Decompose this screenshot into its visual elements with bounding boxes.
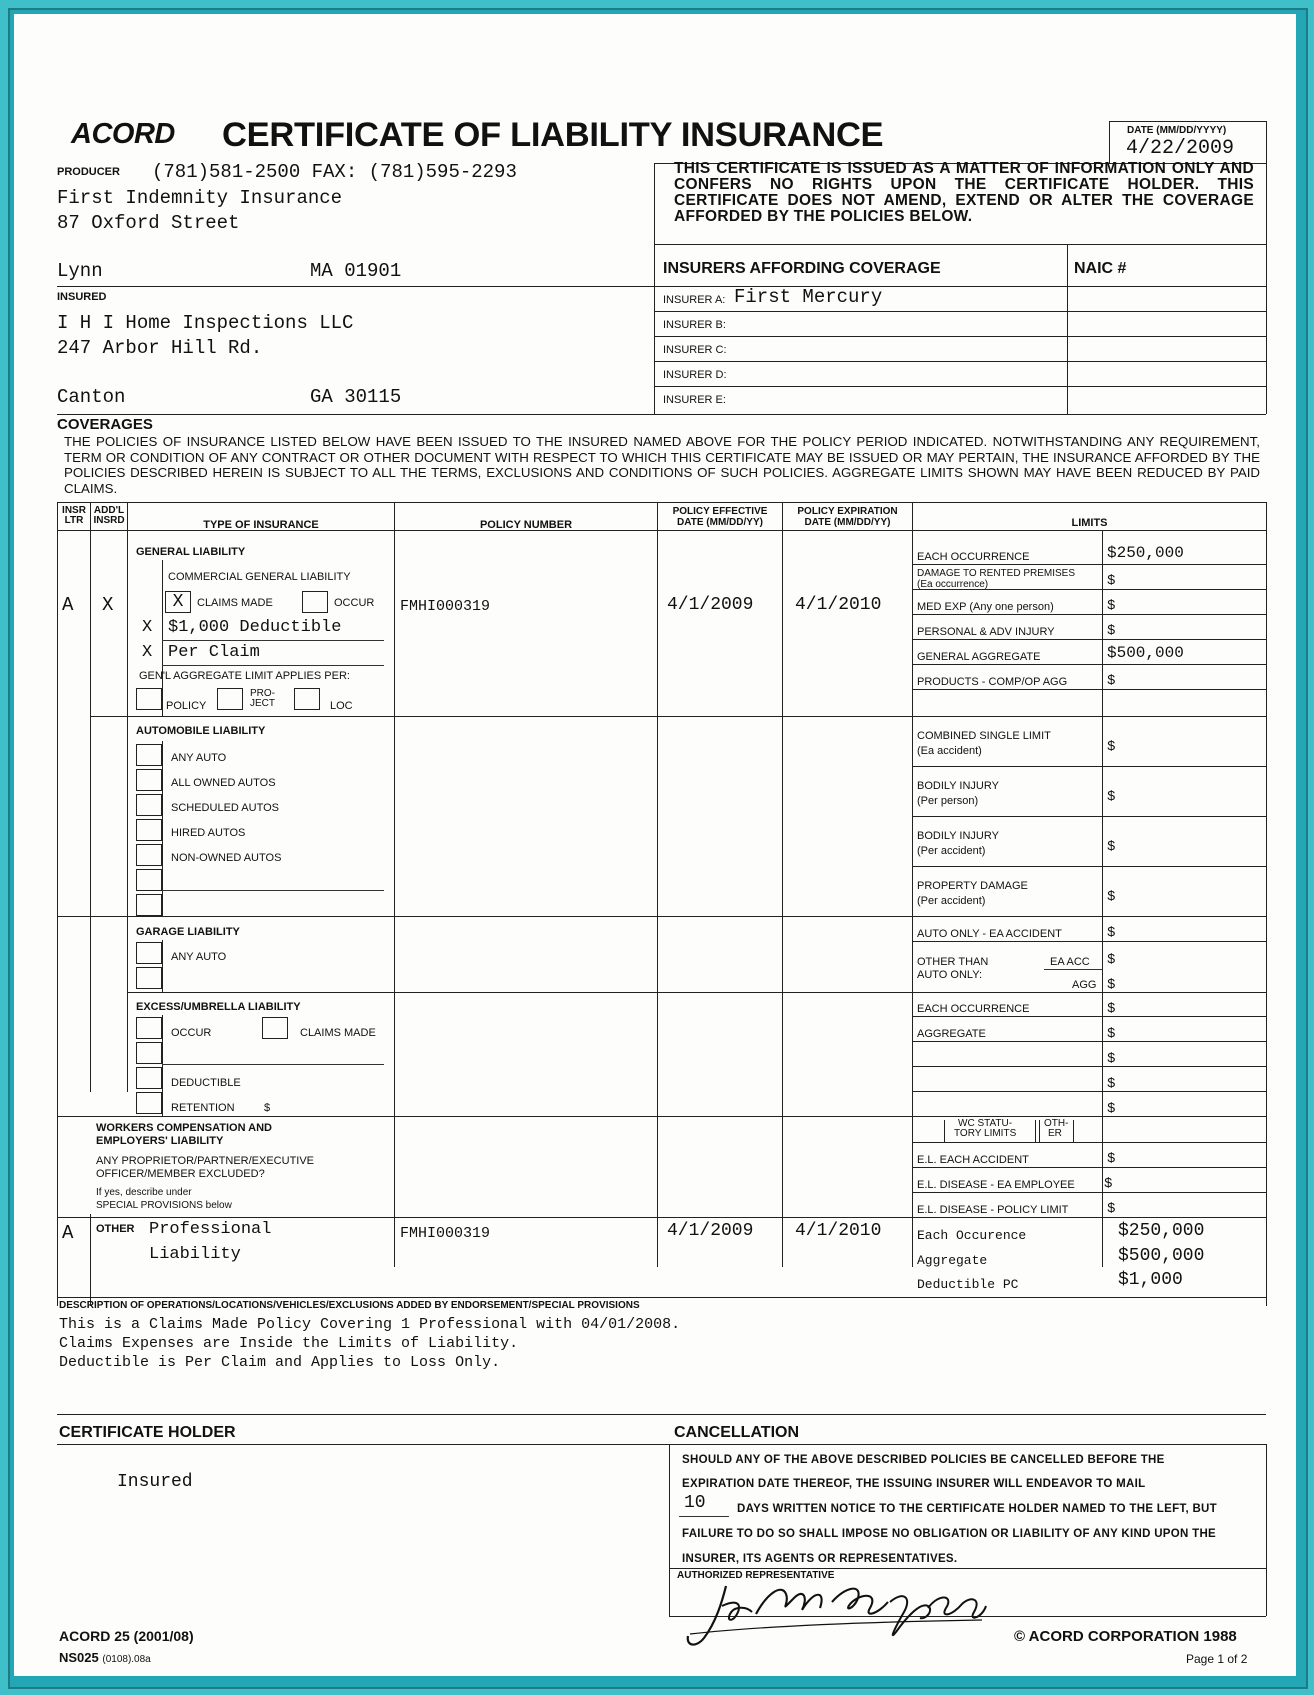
other-than-label: OTHER THAN — [917, 956, 989, 968]
certificate-holder-label: CERTIFICATE HOLDER — [59, 1424, 236, 1441]
cancel-line-2: EXPIRATION DATE THEREOF, THE ISSUING INSURER WILL ENDEAVOR TO MAIL — [682, 1478, 1146, 1490]
other-policy-number: FMHI000319 — [400, 1225, 491, 1242]
cancel-line-3: DAYS WRITTEN NOTICE TO THE CERTIFICATE HOLDER NAMED TO THE LEFT, BUT — [737, 1503, 1217, 1515]
page-number: Page 1 of 2 — [1186, 1652, 1248, 1666]
insurer-e-label: INSURER E: — [663, 394, 726, 406]
certificate-page — [14, 14, 1296, 1676]
insurer-a-label: INSURER A: — [663, 294, 726, 306]
limit-value: $ — [1107, 739, 1116, 755]
umbrella-retention-checkbox[interactable] — [136, 1092, 162, 1114]
general-policy-number: FMHI000319 — [400, 598, 491, 615]
insured-city: Canton — [57, 386, 126, 408]
certificate-date: 4/22/2009 — [1126, 137, 1235, 160]
limit-label: PRODUCTS - COMP/OP AGG — [917, 676, 1068, 688]
limit-value: $ — [1107, 1076, 1116, 1092]
limit-sub: (Ea accident) — [917, 745, 982, 757]
workers-q1: ANY PROPRIETOR/PARTNER/EXECUTIVE — [96, 1155, 315, 1167]
cancel-line-1: SHOULD ANY OF THE ABOVE DESCRIBED POLICIES BE CANCELLED BEFORE THE — [682, 1454, 1165, 1466]
all-owned-autos-checkbox[interactable] — [136, 769, 162, 791]
col-expiration: POLICY EXPIRATION DATE (MM/DD/YY) — [797, 506, 898, 528]
producer-state-zip: MA 01901 — [310, 260, 402, 282]
limit-label: PERSONAL & ADV INJURY — [917, 626, 1055, 638]
extra1-mark: X — [142, 618, 153, 637]
general-expiration-date: 4/1/2010 — [795, 595, 882, 615]
limit-sub: (Per accident) — [917, 845, 986, 857]
wc-statu-label: WC STATU- — [958, 1118, 1013, 1129]
limit-label: BODILY INJURY — [917, 780, 999, 792]
other-expiration-date: 4/1/2010 — [795, 1221, 882, 1241]
scheduled-autos-checkbox[interactable] — [136, 794, 162, 816]
wc-tory-label: TORY LIMITS — [954, 1128, 1017, 1139]
extra2-mark: X — [142, 643, 153, 662]
cancellation-label: CANCELLATION — [674, 1424, 800, 1441]
ea-acc-label: EA ACC — [1050, 956, 1090, 968]
limit-label: E.L. DISEASE - POLICY LIMIT — [917, 1204, 1069, 1216]
garage-any-auto-label: ANY AUTO — [171, 951, 227, 963]
umbrella-claims-made-label: CLAIMS MADE — [300, 1027, 376, 1039]
wc-er-label: ER — [1048, 1128, 1062, 1139]
other-type-1: Professional — [149, 1220, 272, 1239]
limit-value: $ — [1107, 889, 1116, 905]
per-claim-line: Per Claim — [168, 643, 260, 662]
general-addl-insrd: X — [102, 594, 114, 616]
umbrella-heading: EXCESS/UMBRELLA LIABILITY — [136, 1001, 301, 1013]
workers-heading-1: WORKERS COMPENSATION AND — [96, 1122, 272, 1134]
limit-value: $ — [1107, 977, 1116, 993]
col-policy-number: POLICY NUMBER — [479, 519, 573, 531]
insured-state-zip: GA 30115 — [310, 386, 402, 408]
col-type: TYPE OF INSURANCE — [203, 519, 319, 531]
limit-label: PROPERTY DAMAGE — [917, 880, 1028, 892]
claims-made-checkbox[interactable]: X — [165, 591, 191, 613]
loc-label: LOC — [330, 700, 353, 712]
limit-value: $ — [1107, 1051, 1116, 1067]
description-line: This is a Claims Made Policy Covering 1 Professional with 04/01/2008. — [59, 1316, 681, 1333]
limit-value: $250,000 — [1107, 544, 1184, 562]
auto-blank-checkbox[interactable] — [136, 894, 162, 916]
garage-liability-heading: GARAGE LIABILITY — [136, 926, 240, 938]
umbrella-deductible-checkbox[interactable] — [136, 1067, 162, 1089]
limit-sub: (Per person) — [917, 795, 979, 807]
agg-limit-label: GEN'L AGGREGATE LIMIT APPLIES PER: — [139, 670, 350, 682]
other-insr-ltr: A — [62, 1222, 74, 1244]
limit-sub: (Per accident) — [917, 895, 986, 907]
project-checkbox[interactable] — [217, 688, 243, 710]
limit-value: $250,000 — [1118, 1221, 1205, 1241]
coverages-heading: COVERAGES — [57, 416, 153, 433]
insurer-d-label: INSURER D: — [663, 369, 727, 381]
description-line: Deductible is Per Claim and Applies to Loss Only. — [59, 1354, 501, 1371]
auto-item-label: ANY AUTO — [171, 752, 227, 764]
other-label: OTHER — [96, 1223, 135, 1235]
auto-item-label: HIRED AUTOS — [171, 827, 246, 839]
umbrella-claims-made-checkbox[interactable] — [262, 1017, 288, 1039]
limit-label: EACH OCCURRENCE — [917, 1003, 1030, 1015]
limit-value: $ — [1107, 952, 1116, 968]
auto-item-label: ALL OWNED AUTOS — [171, 777, 276, 789]
limit-value: $ — [1107, 1026, 1116, 1042]
any-auto-checkbox[interactable] — [136, 744, 162, 766]
general-effective-date: 4/1/2009 — [667, 595, 754, 615]
auto-only-label: AUTO ONLY - EA ACCIDENT — [917, 928, 1062, 940]
general-liability-heading: GENERAL LIABILITY — [136, 546, 246, 558]
limit-value: $500,000 — [1118, 1246, 1205, 1266]
garage-any-auto-checkbox[interactable] — [136, 942, 162, 964]
umbrella-retention-dollar: $ — [264, 1102, 271, 1114]
certificate-notice: THIS CERTIFICATE IS ISSUED AS A MATTER OF INFORMATION ONLY AND CONFERS NO RIGHTS UPON THE CERTIFICATE HOLDER. THIS CERTIFICATE DOES NOT AMEND, EXTEND OR ALTER THE COVERAGE AFFORDED BY THE POLICIES BELOW. — [674, 160, 1254, 225]
general-insr-ltr: A — [62, 594, 74, 616]
limit-value: $ — [1107, 1001, 1116, 1017]
insurer-c-label: INSURER C: — [663, 344, 727, 356]
auto-only2-label: AUTO ONLY: — [917, 969, 983, 981]
insurer-b-label: INSURER B: — [663, 319, 726, 331]
claims-made-label: CLAIMS MADE — [197, 597, 273, 609]
description-line: Claims Expenses are Inside the Limits of Liability. — [59, 1335, 519, 1352]
limit-value: $ — [1107, 839, 1116, 855]
loc-checkbox[interactable] — [294, 688, 320, 710]
limit-label: DAMAGE TO RENTED PREMISES (Ea occurrence) — [917, 568, 1075, 590]
date-label: DATE (MM/DD/YYYY) — [1127, 125, 1227, 136]
insured-street: 247 Arbor Hill Rd. — [57, 337, 263, 359]
policy-checkbox[interactable] — [136, 688, 162, 710]
garage-blank-checkbox[interactable] — [136, 967, 162, 989]
umbrella-blank-checkbox[interactable] — [136, 1042, 162, 1064]
project-label: PRO-JECT — [250, 688, 275, 709]
umbrella-retention-label: RETENTION — [171, 1102, 235, 1114]
page-title: CERTIFICATE OF LIABILITY INSURANCE — [222, 116, 884, 154]
wc-oth-label: OTH- — [1044, 1118, 1069, 1129]
limit-value: $ — [1104, 1176, 1113, 1192]
workers-heading-2: EMPLOYERS' LIABILITY — [96, 1135, 224, 1147]
policy-label: POLICY — [166, 700, 207, 712]
producer-street: 87 Oxford Street — [57, 212, 240, 234]
authorized-rep-label: AUTHORIZED REPRESENTATIVE — [677, 1570, 835, 1581]
producer-label: PRODUCER — [57, 166, 120, 178]
naic-header: NAIC # — [1074, 260, 1127, 277]
copyright: © ACORD CORPORATION 1988 — [1014, 1628, 1237, 1645]
occur-checkbox[interactable] — [302, 591, 328, 613]
limit-value: $ — [1107, 673, 1116, 689]
limit-label: Each Occurence — [917, 1228, 1027, 1243]
agg-label: AGG — [1072, 979, 1097, 991]
auto-item-label: SCHEDULED AUTOS — [171, 802, 279, 814]
limit-label: GENERAL AGGREGATE — [917, 651, 1041, 663]
limit-value: $500,000 — [1107, 644, 1184, 662]
limit-label: BODILY INJURY — [917, 830, 999, 842]
col-insr-ltr: INSR LTR — [62, 505, 86, 526]
workers-q2: OFFICER/MEMBER EXCLUDED? — [96, 1168, 265, 1180]
limit-label: AGGREGATE — [917, 1028, 986, 1040]
cgl-label: COMMERCIAL GENERAL LIABILITY — [168, 571, 351, 583]
non-owned-autos-checkbox[interactable] — [136, 844, 162, 866]
limit-value: $ — [1107, 789, 1116, 805]
coverages-text: THE POLICIES OF INSURANCE LISTED BELOW HAVE BEEN ISSUED TO THE INSURED NAMED ABOVE FOR THE POLICY PERIOD INDICATED. NOTWITHSTANDING ANY REQUIREMENT, TERM OR CONDITION OF ANY CONTRACT OR OTHER DOCUMENT WITH RESPECT TO WHICH THIS CERTIFICATE MAY BE ISSUED OR MAY PERTAIN, THE INSURANCE AFFORDED BY THE POLICIES DESCRIBED HEREIN IS SUBJECT TO ALL THE TERMS, EXCLUSIONS AND CONDITIONS OF SUCH POLICIES. AGGREGATE LIMITS SHOWN MAY HAVE BEEN REDUCED BY PAID CLAIMS. — [64, 434, 1260, 496]
limit-value: $ — [1107, 1201, 1116, 1217]
col-effective: POLICY EFFECTIVE DATE (MM/DD/YY) — [672, 506, 768, 528]
limit-value: $ — [1107, 1151, 1116, 1167]
col-limits: LIMITS — [1071, 517, 1108, 529]
producer-phone-fax: (781)581-2500 FAX: (781)595-2293 — [152, 161, 517, 183]
notice-days: 10 — [684, 1493, 706, 1513]
footer-form-number: ACORD 25 (2001/08) — [59, 1628, 194, 1644]
limit-label: COMBINED SINGLE LIMIT — [917, 730, 1051, 742]
auto-liability-heading: AUTOMOBILE LIABILITY — [136, 725, 266, 737]
footer-code — [59, 1650, 151, 1665]
acord-logo: ACORD — [71, 118, 175, 150]
limit-label: E.L. EACH ACCIDENT — [917, 1154, 1029, 1166]
workers-q4: SPECIAL PROVISIONS below — [96, 1200, 232, 1211]
signature-image — [682, 1572, 1022, 1652]
limit-value: $ — [1107, 623, 1116, 639]
occur-label: OCCUR — [334, 597, 375, 609]
umbrella-deductible-label: DEDUCTIBLE — [171, 1077, 241, 1089]
certificate-holder-name: Insured — [117, 1472, 193, 1492]
limit-value: $ — [1107, 598, 1116, 614]
workers-q3: If yes, describe under — [96, 1187, 192, 1198]
umbrella-occur-checkbox[interactable] — [136, 1017, 162, 1039]
limit-label: EACH OCCURRENCE — [917, 551, 1030, 563]
other-type-2: Liability — [149, 1245, 241, 1264]
limit-label: Aggregate — [917, 1253, 988, 1268]
producer-name: First Indemnity Insurance — [57, 187, 343, 209]
other-effective-date: 4/1/2009 — [667, 1221, 754, 1241]
limit-label: E.L. DISEASE - EA EMPLOYEE — [917, 1179, 1075, 1191]
umbrella-occur-label: OCCUR — [171, 1027, 212, 1039]
cancel-line-5: INSURER, ITS AGENTS OR REPRESENTATIVES. — [682, 1553, 958, 1565]
col-addl-insrd: ADD'L INSRD — [93, 505, 125, 526]
cancel-line-4: FAILURE TO DO SO SHALL IMPOSE NO OBLIGATION OR LIABILITY OF ANY KIND UPON THE — [682, 1528, 1217, 1540]
auto-item-label: NON-OWNED AUTOS — [171, 852, 282, 864]
limit-value: $ — [1107, 1101, 1116, 1117]
limit-label: Deductible PC — [917, 1277, 1019, 1292]
limit-label: MED EXP (Any one person) — [917, 601, 1054, 613]
hired-autos-checkbox[interactable] — [136, 819, 162, 841]
footer-code-small: (0108).08a — [102, 1654, 151, 1665]
producer-city: Lynn — [57, 260, 103, 282]
description-label: DESCRIPTION OF OPERATIONS/LOCATIONS/VEHICLES/EXCLUSIONS ADDED BY ENDORSEMENT/SPECIAL PROVISIONS — [59, 1300, 640, 1311]
auto-blank-checkbox[interactable] — [136, 869, 162, 891]
insurers-header: INSURERS AFFORDING COVERAGE — [663, 260, 941, 277]
insurer-a-value: First Mercury — [734, 286, 883, 308]
insured-name: I H I Home Inspections LLC — [57, 312, 354, 334]
limit-value: $1,000 — [1118, 1270, 1183, 1290]
deductible-line: $1,000 Deductible — [168, 618, 342, 637]
limit-value: $ — [1107, 925, 1116, 941]
insured-label: INSURED — [57, 291, 107, 303]
limit-value: $ — [1107, 573, 1116, 589]
footer-code-main: NS025 — [59, 1650, 99, 1665]
